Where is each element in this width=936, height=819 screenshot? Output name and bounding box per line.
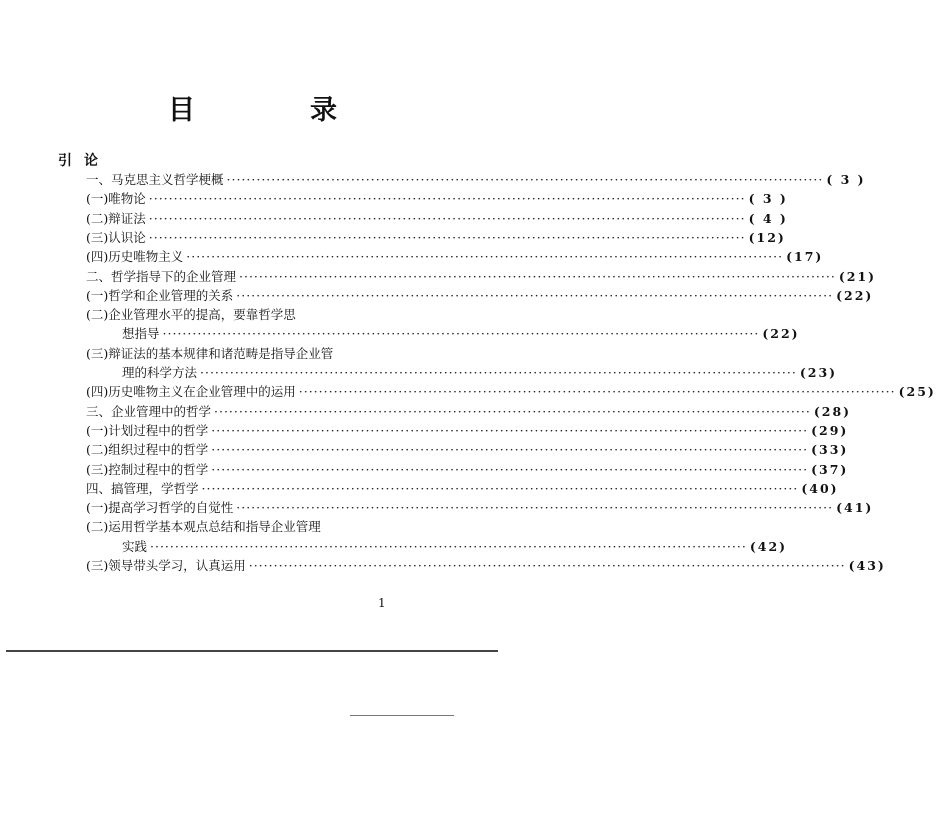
toc-entry-page: (37) — [811, 461, 849, 477]
toc-entry — [0, 479, 839, 498]
toc-leader-dots: ························································································································ — [148, 229, 746, 245]
toc-leader-dots: ························································································································ — [150, 538, 747, 554]
divider-line-short — [350, 715, 454, 716]
toc-entry-label: (二)企业管理水平的提高，要靠哲学思 — [86, 307, 296, 323]
toc-entry-label: 实践 — [122, 538, 148, 554]
toc-entry-page: (22) — [836, 287, 874, 303]
toc-leader-dots: ························································································································ — [211, 461, 809, 477]
toc-leader-dots: ························································································································ — [162, 326, 760, 342]
toc-leader-dots: ························································································································ — [239, 268, 836, 284]
toc-entry-label: 理的科学方法 — [122, 365, 198, 380]
toc-leader-dots: ························································································································ — [298, 384, 896, 400]
toc-leader-dots: ························································································································ — [248, 558, 846, 573]
toc-entry-label: (二)组织过程中的哲学 — [86, 442, 209, 458]
toc-entry-label: (三)辩证法的基本规律和诸范畴是指导企业管 — [86, 345, 334, 361]
toc-entry-label: (二)运用哲学基本观点总结和指导企业管理 — [86, 519, 321, 535]
toc-entry — [0, 247, 824, 266]
toc-entry-page: (23) — [799, 365, 838, 380]
toc-entry-label: (一)计划过程中的哲学 — [86, 422, 209, 438]
toc-entry-label: (一)哲学和企业管理的关系 — [86, 287, 234, 303]
toc-entry-label: 四、搞管理，学哲学 — [86, 480, 199, 496]
toc-entry — [0, 498, 874, 517]
toc-entry-page: (22) — [762, 326, 800, 342]
toc-entry — [0, 189, 788, 208]
toc-entry-page: (29) — [811, 422, 849, 438]
toc-leader-dots: ························································································································ — [226, 172, 824, 187]
toc-entry — [0, 440, 849, 459]
page-title: 目 录 — [168, 95, 381, 126]
toc-entry — [0, 421, 849, 440]
toc-entry-page: (43) — [848, 558, 886, 573]
toc-entry — [0, 344, 505, 363]
toc-leader-dots: ························································································································ — [148, 191, 746, 207]
toc-entry-label: 三、企业管理中的哲学 — [86, 403, 212, 419]
section-heading: 引论 — [58, 153, 110, 169]
toc-entry-page: (33) — [811, 442, 849, 458]
toc-entry-label: (三)领导带头学习，认真运用 — [86, 558, 246, 573]
toc-entry-page: (21) — [838, 268, 877, 284]
toc-entry-page: (28) — [813, 403, 852, 419]
toc-entry — [0, 267, 877, 286]
toc-entry — [0, 286, 874, 305]
toc-entry-label: (三)控制过程中的哲学 — [86, 461, 209, 477]
toc-entry — [0, 363, 838, 382]
toc-entry-page: (42) — [749, 538, 788, 554]
divider-line — [6, 650, 498, 652]
toc-entry-label: 二、哲学指导下的企业管理 — [86, 268, 237, 284]
toc-entry-page: ( 4 ) — [748, 210, 788, 226]
toc-entry — [0, 517, 505, 536]
toc-leader-dots: ························································································································ — [186, 249, 784, 265]
toc-leader-dots: ························································································································ — [236, 287, 834, 303]
toc-entry-label: 一、马克思主义哲学梗概 — [86, 172, 224, 187]
toc-entry-label: (四)历史唯物主义 — [86, 249, 184, 265]
toc-leader-dots: ························································································································ — [148, 210, 746, 226]
toc-leader-dots: ························································································································ — [211, 442, 809, 458]
toc-entry-label: (三)认识论 — [86, 229, 146, 245]
toc-entry-page: ( 3 ) — [748, 191, 788, 207]
toc-entry — [0, 228, 786, 247]
toc-entry — [0, 537, 788, 556]
toc-entry — [0, 209, 788, 228]
toc-entry-page: (17) — [786, 249, 824, 265]
toc-entry — [0, 170, 866, 189]
toc-entry-page: (41) — [836, 500, 874, 516]
toc-leader-dots: ························································································································ — [236, 500, 834, 516]
toc-entry-page: (12) — [748, 229, 786, 245]
toc-entry-page: (40) — [801, 480, 839, 496]
toc-entry — [0, 382, 936, 401]
toc-entry — [0, 324, 800, 343]
toc-entry — [0, 305, 505, 324]
toc-entry — [0, 460, 849, 479]
toc-entry-page: (25) — [898, 384, 936, 400]
toc-leader-dots: ························································································································ — [201, 480, 799, 496]
toc-leader-dots: ························································································································ — [211, 422, 809, 438]
toc-entry-label: (一)提高学习哲学的自觉性 — [86, 500, 234, 516]
toc-entry-label: (四)历史唯物主义在企业管理中的运用 — [86, 384, 296, 400]
page-number: 1 — [378, 596, 386, 610]
toc-leader-dots: ························································································································ — [214, 403, 811, 419]
toc-entry-label: 想指导 — [122, 326, 160, 342]
toc-entry — [0, 402, 852, 421]
toc-entry-label: (二)辩证法 — [86, 210, 146, 226]
toc-entry — [0, 556, 886, 575]
toc-entry-label: (一)唯物论 — [86, 191, 146, 207]
toc-entry-page: ( 3 ) — [826, 172, 866, 187]
toc-leader-dots: ························································································································ — [200, 365, 797, 380]
